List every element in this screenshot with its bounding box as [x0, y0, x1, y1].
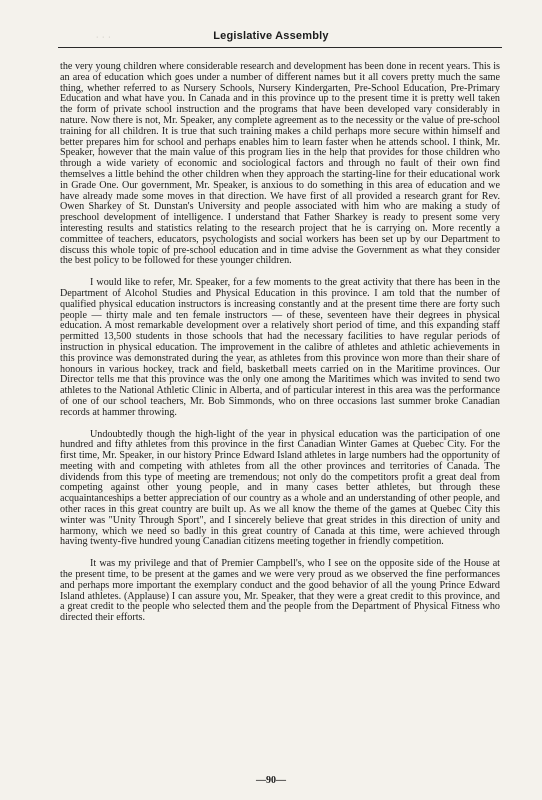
- faint-header-mark: ᐧ ᐧ ᐧ: [96, 33, 112, 42]
- page-number: —90—: [256, 775, 286, 786]
- paragraph-4: It was my privilege and that of Premier Campbell's, who I see on the opposite side of the House at the present time, to be present at the games and we were very proud as we observed the fine performances and perhaps more important the exemplary conduct and the good behavior of all the young Prince Edward Island athletes. (Applause) I can assure you, Mr. Speaker, that they were a great credit to this province, and a great credit to the people who selected them and the people from the Department of Physical Fitness who directed their efforts.: [60, 558, 500, 624]
- paragraph-2: I would like to refer, Mr. Speaker, for a few moments to the great activity that there has been in the Department of Alcohol Studies and Physical Education in this province. I am told that the number of qualified physical education instructors is increasing constantly and at the present time there are forty such people — thirty male and ten female instructors — of these, seventeen have their degrees in physical education. A most remarkable development over a relatively short period of time, and this expanding staff permitted 13,500 students in those schools that had the necessary facilities to have regular periods of instruction in physical education. The improvement in the calibre of athletes and athletic achievements in this province was demonstrated during the year, as athletes from this province won more than their share of honours in various hockey, track and field, basketball meets carried on in the Maritime provinces. Our Director tells me that this province was the only one among the Maritimes which was invited to send two athletes to the National Athletic Clinic in Alberta, and of particular interest in this area was the performance of one of our school teachers, Mr. Bob Simmonds, who on three occasions last summer broke Canadian records at hammer throwing.: [60, 277, 500, 418]
- header-rule: [58, 47, 502, 48]
- paragraph-3: Undoubtedly though the high-light of the year in physical education was the participation of one hundred and fifty athletes from this province in the first Canadian Winter Games at Quebec City. For the first time, Mr. Speaker, in our history Prince Edward Island athletes in large numbers had the opportunity of meeting with and competing with athletes from all the other provinces and territories of Canada. The dividends from this type of meeting are tremendous; not only do the competitors profit a great deal from competing against other young people, and in many cases better athletes, but through these acquaintanceships a better appreciation of our country as a whole and an understanding of other people, and other races in this great country are built up. As we all know the theme of the games at Quebec City this winter was "Unity Through Sport", and I sincerely believe that great strides in this direction of unity and harmony, which we need so badly in this great country of Canada at this time, were achieved through having twenty-five hundred young Canadian citizens meeting together in friendly competition.: [60, 428, 500, 548]
- paragraph-1: the very young children where considerable research and development has been done in recent years. This is an area of education which goes under a number of different names but it all covers pretty much the same thing, whether referred to as Nursery Schools, Nursery Kindergarten, Pre-School Education, Pre-Primary Education and what have you. In Canada and in this province up to the present time it is pretty well taken the form of private school instruction and the programs that have been developed vary considerably in nature. Now there is not, Mr. Speaker, any complete agreement as to the necessity or the value of pre-school training for all children. It is true that such training makes a child perhaps more secure within himself and better prepares him for school and perhaps enables him to learn faster when he attends school. I think, Mr. Speaker, however that the main value of this program lies in the help that provides for those children who through a wide variety of economic and sociological factors and through no fault of their own find themselves a little behind the other children when they approach the starting-line for their educational work in Grade One. Our government, Mr. Speaker, is anxious to do something in this area of education and we have already made some moves in that direction. We have first of all provided a research grant for Rev. Owen Sharkey of St. Dunstan's University and people associated with him who are making a study of preschool development of intelligence. I understand that Father Sharkey is ready to present some very interesting results and statistics relating to the research project that he is carrying on. More recently a committee of teachers, educators, psychologists and social workers has been set up by our Department to discuss this whole topic of pre-school education and in time advise the Government as what they consider the best policy to be followed for these younger children.: [60, 61, 500, 267]
- page-header-title: Legislative Assembly: [213, 30, 329, 42]
- body-text: [60, 62, 500, 635]
